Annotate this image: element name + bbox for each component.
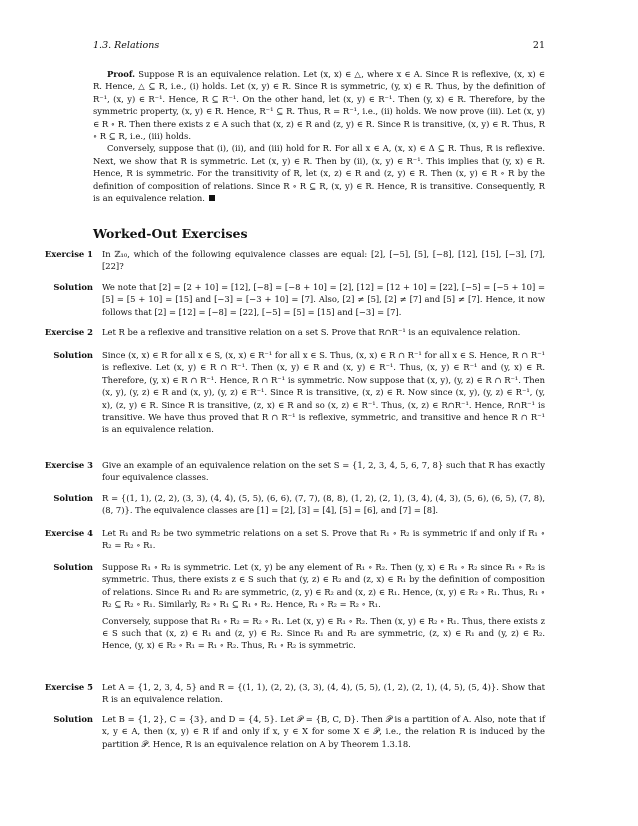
exercise-label: Exercise 4: [44, 528, 93, 538]
qed-square-icon: [209, 195, 215, 201]
solution-text-continued: Conversely, suppose that R₁ ∘ R₂ = R₂ ∘ R₁. Let (x, y) ∈ R₁ ∘ R₂. Then (x, y) ∈ R₂ ∘ R₁. Thus, there exists z ∈ S such that (x, z) ∈ R₁ and (z, y) ∈ R₂. Since R₁ and R₂ are symmetric, (z, x) ∈ R₁ and (y, z) ∈ R₂. Hence, (y, x) ∈ R₂ ∘ R₁ = R₁ ∘ R₂. Thus, R₁ ∘ R₂ is symmetric.: [102, 615, 545, 651]
running-header: [93, 40, 545, 54]
section-title: Worked-Out Exercises: [93, 226, 248, 241]
solution-label: Solution: [53, 282, 93, 292]
proof-paragraph-1: [93, 68, 545, 142]
proof-paragraph-2: [93, 142, 545, 204]
exercise-text: In ℤ₁₀, which of the following equivalence classes are equal: [2], [−5], [5], [−8], [12], [15], [−3], [7], [22]?: [102, 249, 545, 272]
exercise-label: Exercise 2: [44, 327, 93, 337]
exercise-label: Exercise 3: [44, 460, 93, 470]
exercise-label: Exercise 5: [44, 682, 93, 692]
solution-label: Solution: [53, 493, 93, 503]
solution-label: Solution: [53, 714, 93, 724]
section-heading: 1.3. Relations: [93, 40, 160, 51]
solution-text: R = {(1, 1), (2, 2), (3, 3), (4, 4), (5, 5), (6, 6), (7, 7), (8, 8), (1, 2), (2, 1), (3, 4), (4, 3), (5, 6), (6, 5), (7, 8), (8, 7)}. The equivalence classes are [1] = [2], [3] = [4], [5] = [6], and [7] = [8].: [102, 493, 545, 516]
solution-text: Let B = {1, 2}, C = {3}, and D = {4, 5}. Let 𝒫 = {B, C, D}. Then 𝒫 is a partition of A. Also, note that if x, y ∈ A, then (x, y) ∈ R if and only if x, y ∈ X for some X ∈ 𝒫, i.e., the relation R is induced by the partition 𝒫. Hence, R is an equivalence relation on A by Theorem 1.3.18.: [102, 714, 545, 749]
solution-text: Since (x, x) ∈ R for all x ∈ S, (x, x) ∈ R⁻¹ for all x ∈ S. Thus, (x, x) ∈ R ∩ R⁻¹ for all x ∈ S. Hence, R ∩ R⁻¹ is reflexive. Let (x, y) ∈ R ∩ R⁻¹. Then (x, y) ∈ R and (x, y) ∈ R⁻¹. Thus, (x, y) ∈ R⁻¹ and (y, x) ∈ R. Therefore, (y, x) ∈ R ∩ R⁻¹. Hence, R ∩ R⁻¹ is symmetric. Now suppose that (x, y), (y, z) ∈ R ∩ R⁻¹. Then (x, y), (y, z) ∈ R and (x, y), (y, z) ∈ R⁻¹. Since R is transitive, (x, z) ∈ R. Now since (x, y), (y, z) ∈ R⁻¹, (y, x), (z, y) ∈ R. Since R is transitive, (z, x) ∈ R and so (x, z) ∈ R⁻¹. Thus, (x, z) ∈ R∩R⁻¹. Hence, R∩R⁻¹ is transitive. We have thus proved that R ∩ R⁻¹ is reflexive, symmetric, and transitive and hence R ∩ R⁻¹ is an equivalence relation.: [102, 350, 545, 435]
proof-block: [93, 68, 545, 204]
proof-text-2: Conversely, suppose that (i), (ii), and (iii) hold for R. For all x ∈ A, (x, x) ∈ Δ ⊆ R. Thus, R is reflexive. Next, we show that R is symmetric. Let (x, y) ∈ R. Then by (ii), (x, y) ∈ R⁻¹. This implies that (y, x) ∈ R. Hence, R is symmetric. For the transitivity of R, let (x, z) ∈ R and (z, y) ∈ R. Then (x, y) ∈ R ∘ R by the definition of composition of relations. Since R ∘ R ⊆ R, (x, y) ∈ R. Hence, R is transitive. Consequently, R is an equivalence relation.: [93, 143, 545, 204]
solution-text: We note that [2] = [2 + 10] = [12], [−8] = [−8 + 10] = [2], [12] = [12 + 10] = [22], [−5] = [−5 + 10] = [5] = [5 + 10] = [15] and [−3] = [−3 + 10] = [7]. Also, [2] ≠ [5], [2] ≠ [7] and [5] ≠ [7]. Hence, it now follows that [2] = [12] = [−8] = [22], [−5] = [5] = [15] and [−3] = [7].: [102, 282, 545, 317]
solution-text: Suppose R₁ ∘ R₂ is symmetric. Let (x, y) be any element of R₁ ∘ R₂. Then (y, x) ∈ R₁ ∘ R₂ since R₁ ∘ R₂ is symmetric. Thus, there exists z ∈ S such that (y, z) ∈ R₂ and (z, x) ∈ R₁ by the definition of composition of relations. Since R₁ and R₂ are symmetric, (z, y) ∈ R₂ and (x, z) ∈ R₁. Hence, (x, y) ∈ R₂ ∘ R₁. Thus, R₁ ∘ R₂ ⊆ R₂ ∘ R₁. Similarly, R₂ ∘ R₁ ⊆ R₁ ∘ R₂. Hence, R₁ ∘ R₂ = R₂ ∘ R₁.: [102, 562, 545, 610]
exercise-text: Let R₁ and R₂ be two symmetric relations on a set S. Prove that R₁ ∘ R₂ is symmetric if and only if R₁ ∘ R₂ = R₂ ∘ R₁.: [102, 528, 545, 551]
proof-text-1: Suppose R is an equivalence relation. Let (x, x) ∈ △, where x ∈ A. Since R is reflexive, (x, x) ∈ R. Hence, △ ⊆ R, i.e., (i) holds. Let (x, y) ∈ R. Since R is symmetric, (y, x) ∈ R. Thus, by the definition of R⁻¹, (x, y) ∈ R⁻¹. Hence, R ⊆ R⁻¹. On the other hand, let (x, y) ∈ R⁻¹. Then (y, x) ∈ R. Therefore, by the symmetric property, (x, y) ∈ R. Hence, R⁻¹ ⊆ R. Thus, R = R⁻¹, i.e., (ii) holds. We now prove (iii). Let (x, y) ∈ R ∘ R. Then there exists z ∈ A such that (x, z) ∈ R and (z, y) ∈ R. Since R is transitive, (x, y) ∈ R. Thus, R ∘ R ⊆ R, i.e., (iii) holds.: [93, 69, 545, 142]
solution-label: Solution: [53, 562, 93, 572]
page-number: 21: [532, 40, 545, 51]
exercise-text: Let A = {1, 2, 3, 4, 5} and R = {(1, 1), (2, 2), (3, 3), (4, 4), (5, 5), (1, 2), (2, 1), (4, 5), (5, 4)}. Show that R is an equivalence relation.: [102, 682, 545, 705]
solution-label: Solution: [53, 350, 93, 360]
proof-label: Proof.: [107, 69, 136, 79]
exercise-text: Let R be a reflexive and transitive relation on a set S. Prove that R∩R⁻¹ is an equivalence relation.: [102, 327, 521, 337]
exercise-text: Give an example of an equivalence relation on the set S = {1, 2, 3, 4, 5, 6, 7, 8} such that R has exactly four equivalence classes.: [102, 460, 545, 483]
exercise-label: Exercise 1: [44, 249, 93, 259]
